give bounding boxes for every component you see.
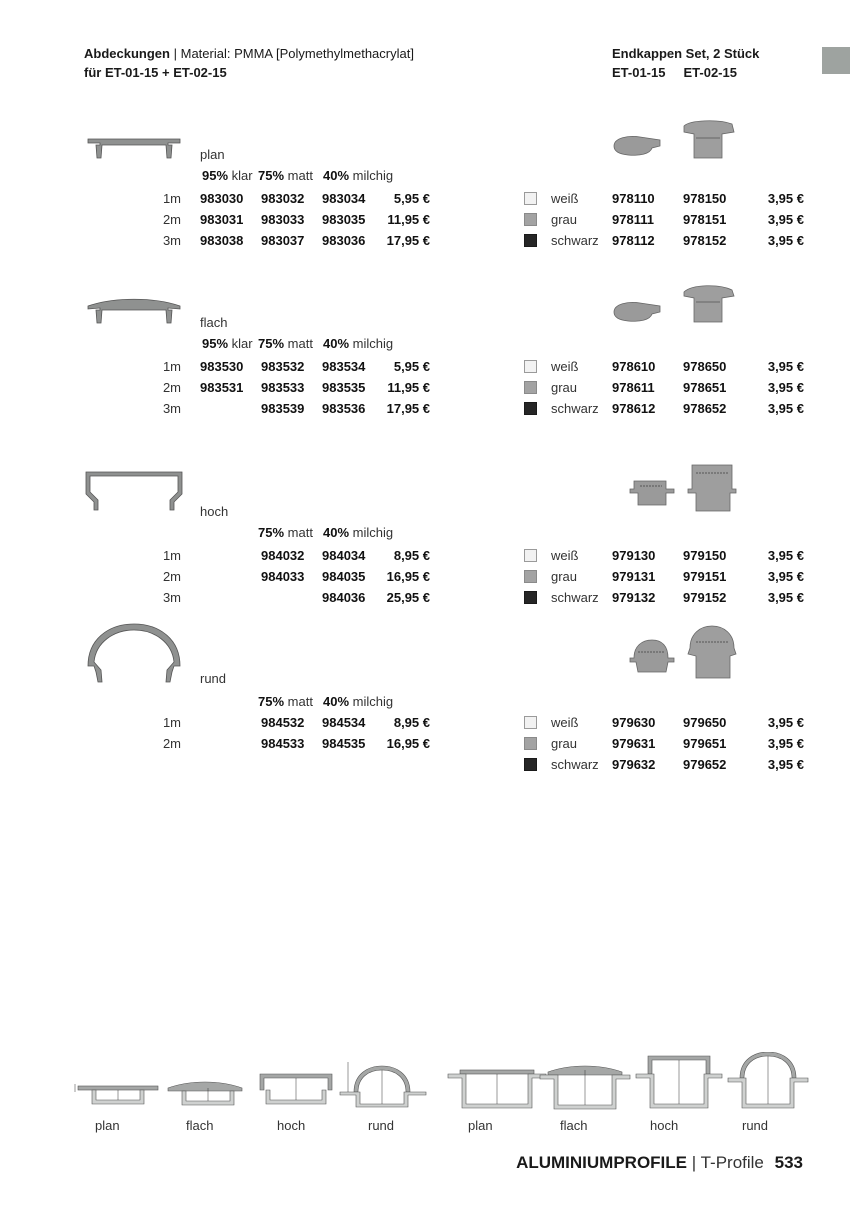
header-separator: | [173, 46, 177, 61]
drawing-hoch-1 [260, 1074, 332, 1104]
cap-number: 979652 [683, 757, 727, 772]
drawing-plan-1 [75, 1084, 158, 1104]
article-number: 984535 [322, 736, 366, 751]
article-number: 983539 [261, 401, 305, 416]
length-label: 3m [162, 401, 181, 416]
cap-number: 978611 [612, 380, 655, 395]
price: 17,95 € [386, 233, 430, 248]
drawing-rund-2 [728, 1052, 808, 1108]
cap-number: 979130 [612, 548, 656, 563]
color-name: weiß [551, 715, 579, 730]
cap-number: 979651 [683, 736, 727, 751]
color-name: grau [551, 569, 578, 584]
flach-profile-icon [84, 296, 184, 326]
cap-number: 978612 [612, 401, 656, 416]
article-number: 983038 [200, 233, 244, 248]
color-swatch-black [524, 234, 537, 247]
article-number: 983531 [200, 380, 244, 395]
article-number: 983532 [261, 359, 305, 374]
color-swatch-grey [524, 381, 537, 394]
header-title-line [84, 44, 414, 63]
price: 8,95 € [393, 715, 430, 730]
length-label: 3m [162, 590, 181, 605]
col-header-1: 95% klar [202, 336, 253, 351]
col-header-2: 75% matt [258, 336, 313, 351]
price-row [0, 736, 850, 757]
header-right-col1: ET-01-15 [612, 65, 666, 80]
article-number: 983037 [261, 233, 305, 248]
cap-price: 3,95 € [767, 569, 804, 584]
price: 11,95 € [387, 380, 430, 395]
col-header-3: 40% milchig [323, 525, 394, 540]
section-name: rund [200, 671, 227, 686]
length-label: 2m [162, 380, 181, 395]
length-label: 1m [162, 191, 181, 206]
cap-price: 3,95 € [767, 212, 804, 227]
color-swatch-black [524, 591, 537, 604]
drawing-rund-1 [340, 1062, 426, 1107]
section-name: flach [200, 315, 228, 330]
color-name: schwarz [551, 401, 599, 416]
header-right-columns [612, 63, 759, 82]
price-row [0, 569, 850, 590]
article-number: 984035 [322, 569, 366, 584]
color-swatch-white [524, 549, 537, 562]
article-number: 983031 [200, 212, 244, 227]
cap-price: 3,95 € [767, 548, 804, 563]
cap-number: 978650 [683, 359, 727, 374]
endcap-large-icon [686, 624, 738, 682]
section-plan [0, 136, 850, 306]
cap-number: 978651 [683, 380, 727, 395]
bottom-label: hoch [277, 1118, 306, 1133]
article-number: 983030 [200, 191, 244, 206]
length-label: 2m [162, 736, 181, 751]
header-right-col2: ET-02-15 [683, 65, 737, 80]
header-left [84, 44, 414, 82]
rund-profile-icon [84, 620, 184, 686]
plan-profile-icon [84, 136, 184, 166]
footer-separator: | [691, 1153, 697, 1172]
cap-price: 3,95 € [767, 590, 804, 605]
cap-price: 3,95 € [767, 757, 804, 772]
drawing-hoch-2 [636, 1056, 722, 1108]
cap-number: 979150 [683, 548, 727, 563]
endcap-large-icon [680, 282, 736, 328]
color-name: grau [551, 736, 578, 751]
length-label: 1m [162, 548, 181, 563]
price: 16,95 € [386, 569, 430, 584]
article-number: 984032 [261, 548, 305, 563]
price-row [0, 590, 850, 611]
col-header-3: 40% milchig [323, 168, 394, 183]
cap-number: 979631 [612, 736, 656, 751]
color-swatch-black [524, 402, 537, 415]
section-name: plan [200, 147, 225, 162]
price-row [0, 401, 850, 422]
color-swatch-black [524, 758, 537, 771]
price: 5,95 € [393, 191, 430, 206]
header-title: Abdeckungen [84, 46, 170, 61]
color-swatch-grey [524, 213, 537, 226]
length-label: 1m [162, 715, 181, 730]
article-number: 983036 [322, 233, 366, 248]
price-row [0, 233, 850, 254]
col-header-3: 40% milchig [323, 336, 394, 351]
bottom-label: hoch [650, 1118, 679, 1133]
color-name: grau [551, 380, 578, 395]
price-row [0, 212, 850, 233]
article-number: 984036 [322, 590, 366, 605]
col-header-3: 40% milchig [323, 694, 394, 709]
article-number: 984532 [261, 715, 305, 730]
endcap-small-icon [626, 636, 676, 680]
footer-chapter: ALUMINIUMPROFILE [516, 1153, 688, 1172]
cap-number: 979131 [612, 569, 656, 584]
cap-number: 979632 [612, 757, 656, 772]
cap-price: 3,95 € [767, 736, 804, 751]
section-name: hoch [200, 504, 229, 519]
color-name: weiß [551, 359, 579, 374]
article-number: 983530 [200, 359, 244, 374]
price: 17,95 € [386, 401, 430, 416]
article-number: 984533 [261, 736, 305, 751]
article-number: 983035 [322, 212, 366, 227]
cap-price: 3,95 € [767, 715, 804, 730]
price: 11,95 € [387, 212, 430, 227]
bottom-label: flach [186, 1118, 214, 1133]
cap-number: 979630 [612, 715, 656, 730]
color-name: weiß [551, 191, 579, 206]
price: 25,95 € [386, 590, 430, 605]
cap-price: 3,95 € [767, 380, 804, 395]
header-right [612, 44, 759, 82]
header-material: Material: PMMA [Polymethylmethacrylat] [180, 46, 414, 61]
bottom-label: flach [560, 1118, 588, 1133]
color-name: schwarz [551, 757, 599, 772]
endcap-small-icon [626, 477, 676, 513]
cap-number: 978151 [683, 212, 727, 227]
article-number: 983535 [322, 380, 366, 395]
col-header-1: 95% klar [202, 168, 253, 183]
color-name: schwarz [551, 590, 599, 605]
color-swatch-grey [524, 570, 537, 583]
price-row [0, 548, 850, 569]
price-row [0, 359, 850, 380]
cap-number: 978610 [612, 359, 656, 374]
col-header-2: 75% matt [258, 525, 313, 540]
color-swatch-white [524, 360, 537, 373]
section-flach [0, 304, 850, 474]
profile-cross-sections [70, 1052, 810, 1112]
color-swatch-grey [524, 737, 537, 750]
article-number: 983536 [322, 401, 366, 416]
cap-number: 979132 [612, 590, 656, 605]
price-row [0, 757, 850, 778]
cap-number: 978152 [683, 233, 727, 248]
cap-number: 979650 [683, 715, 727, 730]
color-swatch-white [524, 192, 537, 205]
bottom-label: rund [742, 1118, 769, 1133]
drawing-flach-2 [540, 1066, 630, 1109]
cap-number: 978111 [612, 212, 654, 227]
cap-price: 3,95 € [767, 359, 804, 374]
length-label: 1m [162, 359, 181, 374]
cap-price: 3,95 € [767, 401, 804, 416]
price-row [0, 715, 850, 736]
page-footer [516, 1153, 803, 1173]
drawing-flach-1 [168, 1082, 242, 1105]
price: 16,95 € [386, 736, 430, 751]
price-row [0, 380, 850, 401]
footer-subchapter: T-Profile [700, 1153, 764, 1172]
cap-number: 978110 [612, 191, 655, 206]
bottom-label: plan [468, 1118, 493, 1133]
article-number: 984033 [261, 569, 305, 584]
price: 5,95 € [393, 359, 430, 374]
col-header-2: 75% matt [258, 168, 313, 183]
cap-number: 978652 [683, 401, 727, 416]
length-label: 2m [162, 569, 181, 584]
bottom-label: rund [368, 1118, 395, 1133]
color-name: grau [551, 212, 578, 227]
cap-number: 978112 [612, 233, 655, 248]
article-number: 983534 [322, 359, 366, 374]
color-name: schwarz [551, 233, 599, 248]
col-header-2: 75% matt [258, 694, 313, 709]
page-number: 533 [774, 1153, 803, 1172]
drawing-plan-2 [448, 1070, 546, 1108]
article-number: 983533 [261, 380, 305, 395]
bottom-label: plan [95, 1118, 120, 1133]
color-name: weiß [551, 548, 579, 563]
endcap-small-icon [610, 132, 664, 162]
article-number: 983034 [322, 191, 366, 206]
cap-number: 979151 [683, 569, 727, 584]
article-number: 983032 [261, 191, 305, 206]
article-number: 984034 [322, 548, 366, 563]
length-label: 2m [162, 212, 181, 227]
color-swatch-white [524, 716, 537, 729]
price: 8,95 € [393, 548, 430, 563]
hoch-profile-icon [84, 470, 184, 518]
length-label: 3m [162, 233, 181, 248]
section-rund [0, 660, 850, 830]
header-right-title: Endkappen Set, 2 Stück [612, 46, 760, 61]
price-row [0, 191, 850, 212]
cap-number: 979152 [683, 590, 727, 605]
cap-price: 3,95 € [767, 233, 804, 248]
endcap-small-icon [610, 298, 664, 328]
cap-number: 978150 [683, 191, 727, 206]
article-number: 984534 [322, 715, 366, 730]
endcap-large-icon [680, 118, 736, 164]
endcap-large-icon [686, 463, 738, 515]
header-subtitle: für ET-01-15 + ET-02-15 [84, 65, 227, 80]
chapter-tab-marker [822, 47, 850, 74]
article-number: 983033 [261, 212, 305, 227]
cap-price: 3,95 € [767, 191, 804, 206]
